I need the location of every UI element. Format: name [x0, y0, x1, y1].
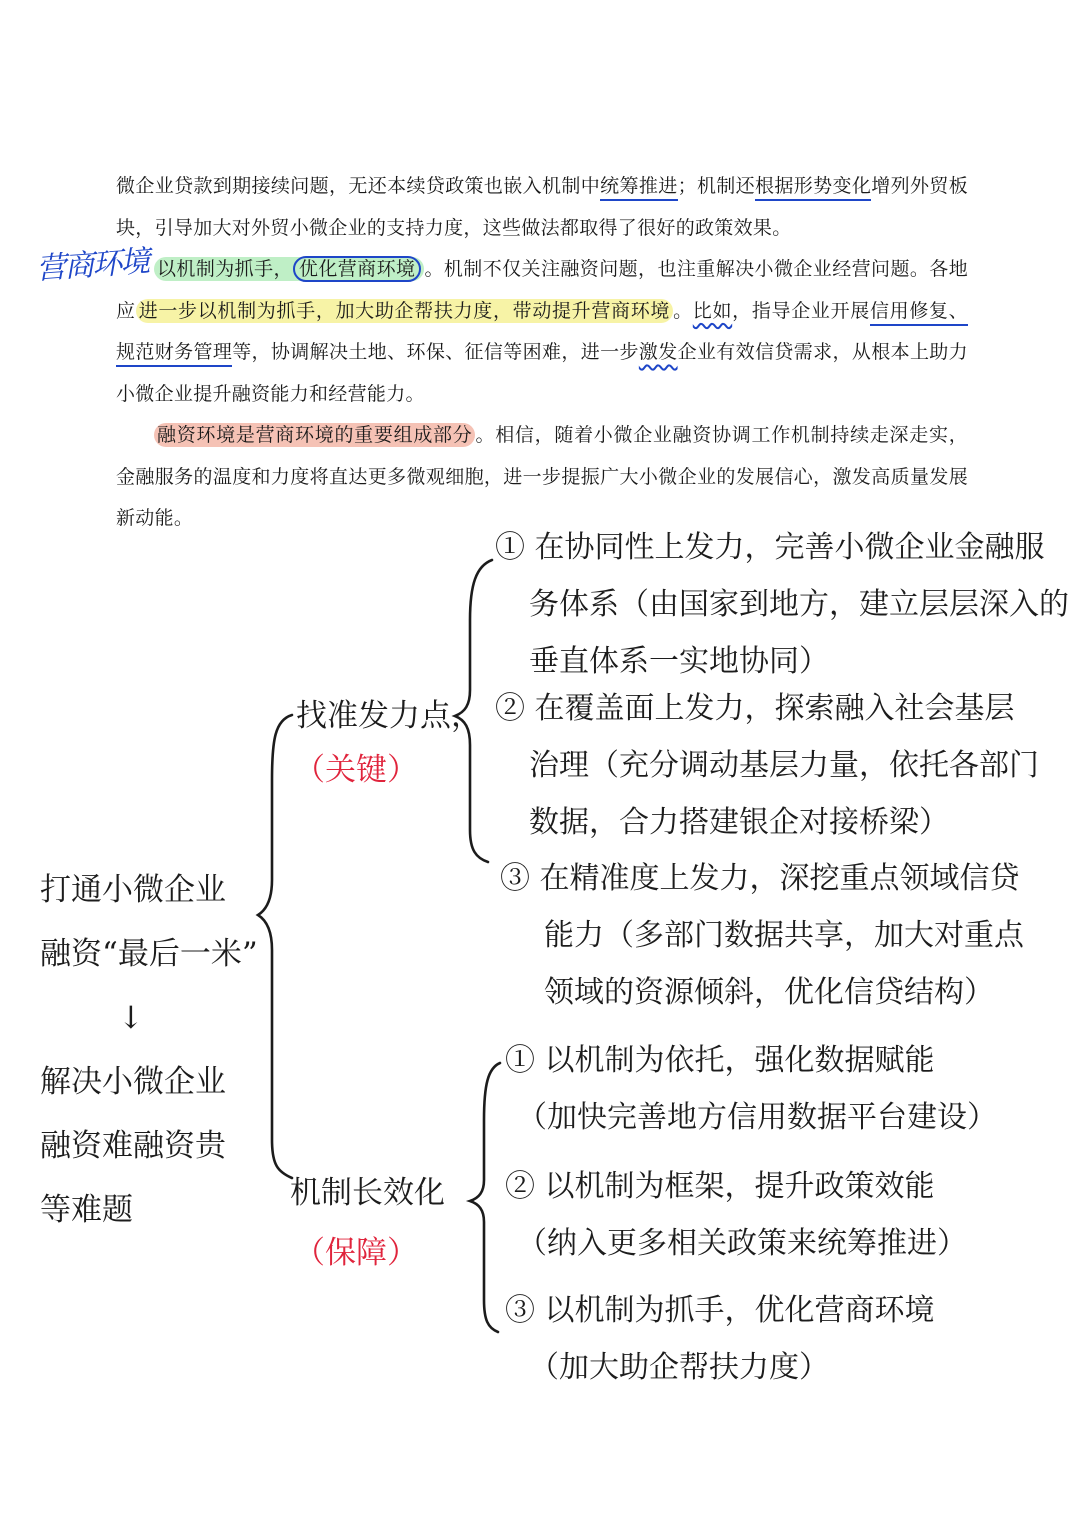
- branch1-item-3: ③ 在精准度上发力，深挖重点领域信贷 能力（多部门数据共享，加大对重点 领域的资源倾斜，优化信贷结构）: [500, 861, 1024, 1010]
- highlight-red: 融资环境是营商环境的重要组成部分: [154, 423, 475, 447]
- branch1-label: 找准发力点，: [296, 698, 482, 734]
- margin-note: 营商环境: [35, 244, 150, 287]
- branch2-item-3: ③ 以机制为抓手，优化营商环境 （加大助企帮扶力度）: [505, 1293, 935, 1385]
- branch2-item-1: ① 以机制为依托，强化数据赋能 （加快完善地方信用数据平台建设）: [505, 1043, 997, 1135]
- circled-phrase: 优化营商环境: [293, 256, 422, 282]
- highlight-yellow: 进一步以机制为抓手，加大助企帮扶力度，带动提升营商环境: [136, 299, 673, 323]
- wavy-biru: 比如: [692, 299, 733, 322]
- underline-xinyong: 信用修复、规范财务管理: [116, 300, 968, 368]
- branch2-label: 机制长效化: [290, 1175, 445, 1211]
- paragraph-1: 微企业贷款到期接续问题，无还本续贷政策也嵌入机制中统筹推进；机制还根据形势变化增列外贸板块，引导加大对外贸小微企业的支持力度，这些做法都取得了很好的政策效果。: [116, 175, 968, 239]
- paragraph-2: 以机制为抓手， 优化营商环境 。机制不仅关注融资问题，也注重解决小微企业经营问题。各地应 进一步以机制为抓手，加大助企帮扶力度，带动提升营商环境 。比如，指导企业开展信用修复、规范财务管理等，协调解决土地、环保、征信等困难，进一步激发企业有效信贷需求，从根本上助力小微企业提升融资能力和经营能力。: [116, 258, 968, 405]
- branch1-item-2: ② 在覆盖面上发力，探索融入社会基层 治理（充分调动基层力量，依托各部门 数据，合力搭建银企对接桥梁）: [495, 691, 1039, 840]
- underline-tongchou: 统筹推进: [600, 175, 677, 201]
- branch2-item-2: ② 以机制为框架，提升政策效能 （纳入更多相关政策来统筹推进）: [505, 1169, 967, 1261]
- branch1-tag: （关键）: [294, 752, 418, 788]
- underline-xingshi: 根据形势变化: [755, 175, 871, 201]
- wavy-jifa: 激发: [638, 341, 678, 363]
- branch1-item-1: ① 在协同性上发力，完善小微企业金融服 务体系（由国家到地方，建立层层深入的 垂直体系一实地协同）: [495, 530, 1069, 679]
- root-node: 打通小微企业 融资“最后一米” ↓ 解决小微企业 融资难融资贵 等难题: [40, 872, 258, 1228]
- branch2-brace: [470, 1063, 500, 1332]
- root-brace: [258, 715, 292, 1178]
- highlight-green: 以机制为抓手， 优化营商环境: [154, 257, 424, 281]
- branch2-tag: （保障）: [294, 1235, 418, 1271]
- article-text: [116, 166, 968, 540]
- paragraph-3: 融资环境是营商环境的重要组成部分 。相信，随着小微企业融资协调工作机制持续走深走实，金融服务的温度和力度将直达更多微观细胞，进一步提振广大小微企业的发展信心，激发高质量发展新动能。: [116, 424, 968, 529]
